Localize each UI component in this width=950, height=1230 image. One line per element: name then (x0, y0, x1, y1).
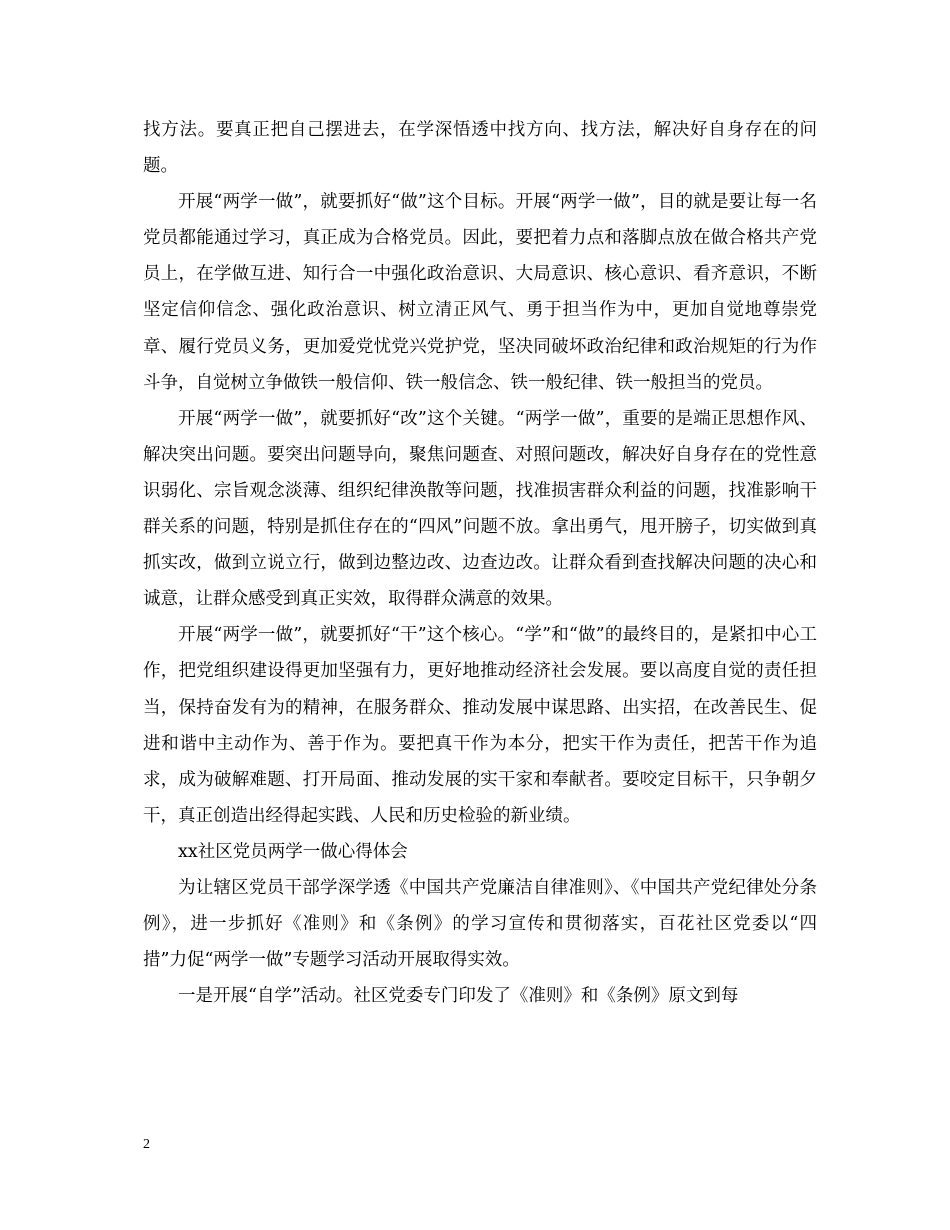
page-number: 2 (143, 1137, 150, 1152)
paragraph-1: 找方法。要真正把自己摆进去，在学深悟透中找方向、找方法，解决好自身存在的问题。 (143, 120, 817, 177)
paragraph-3: 开展“两学一做”，就要抓好“改”这个关键。“两学一做”，重要的是端正思想作风、解决突出问题。要突出问题导向，聚焦问题查、对照问题改，解决好自身存在的党性意识弱化、宗旨观念淡薄、组织纪律涣散等问题，找准损害群众利益的问题，找准影响干群关系的问题，特别是抓住存在的“四风”问题不放。拿出勇气，甩开膀子，切实做到真抓实改，做到立说立行，做到边整边改、边查边改。让群众看到查找解决问题的决心和诚意，让群众感受到真正实效，取得群众满意的效果。 (143, 408, 817, 610)
section-heading: xx社区党员两学一做心得体会 (178, 841, 408, 862)
paragraph-5: 为让辖区党员干部学深学透《中国共产党廉洁自律准则》、《中国共产党纪律处分条例》，进一步抓好《准则》和《条例》的学习宣传和贯彻落实，百花社区党委以“四措”力促“两学一做”专题学习活动开展取得实效。 (143, 877, 817, 971)
paragraph-2: 开展“两学一做”，就要抓好“做”这个目标。开展“两学一做”，目的就是要让每一名党员都能通过学习，真正成为合格党员。因此，要把着力点和落脚点放在做合格共产党员上，在学做互进、知行合一中强化政治意识、大局意识、核心意识、看齐意识，不断坚定信仰信念、强化政治意识、树立清正风气、勇于担当作为中，更加自觉地尊崇党章、履行党员义务，更加爱党忧党兴党护党，坚决同破坏政治纪律和政治规矩的行为作斗争，自觉树立争做铁一般信仰、铁一般信念、铁一般纪律、铁一般担当的党员。 (143, 192, 817, 393)
paragraph-6: 一是开展“自学”活动。社区党委专门印发了《准则》和《条例》原文到每 (178, 986, 739, 1007)
document-body (143, 112, 817, 1014)
paragraph-4: 开展“两学一做”，就要抓好“干”这个核心。“学”和“做”的最终目的，是紧扣中心工作，把党组织建设得更加坚强有力，更好地推动经济社会发展。要以高度自觉的责任担当，保持奋发有为的精神，在服务群众、推动发展中谋思路、出实招，在改善民生、促进和谐中主动作为、善于作为。要把真干作为本分，把实干作为责任，把苦干作为追求，成为破解难题、打开局面、推动发展的实干家和奉献者。要咬定目标干，只争朝夕干，真正创造出经得起实践、人民和历史检验的新业绩。 (143, 625, 817, 826)
